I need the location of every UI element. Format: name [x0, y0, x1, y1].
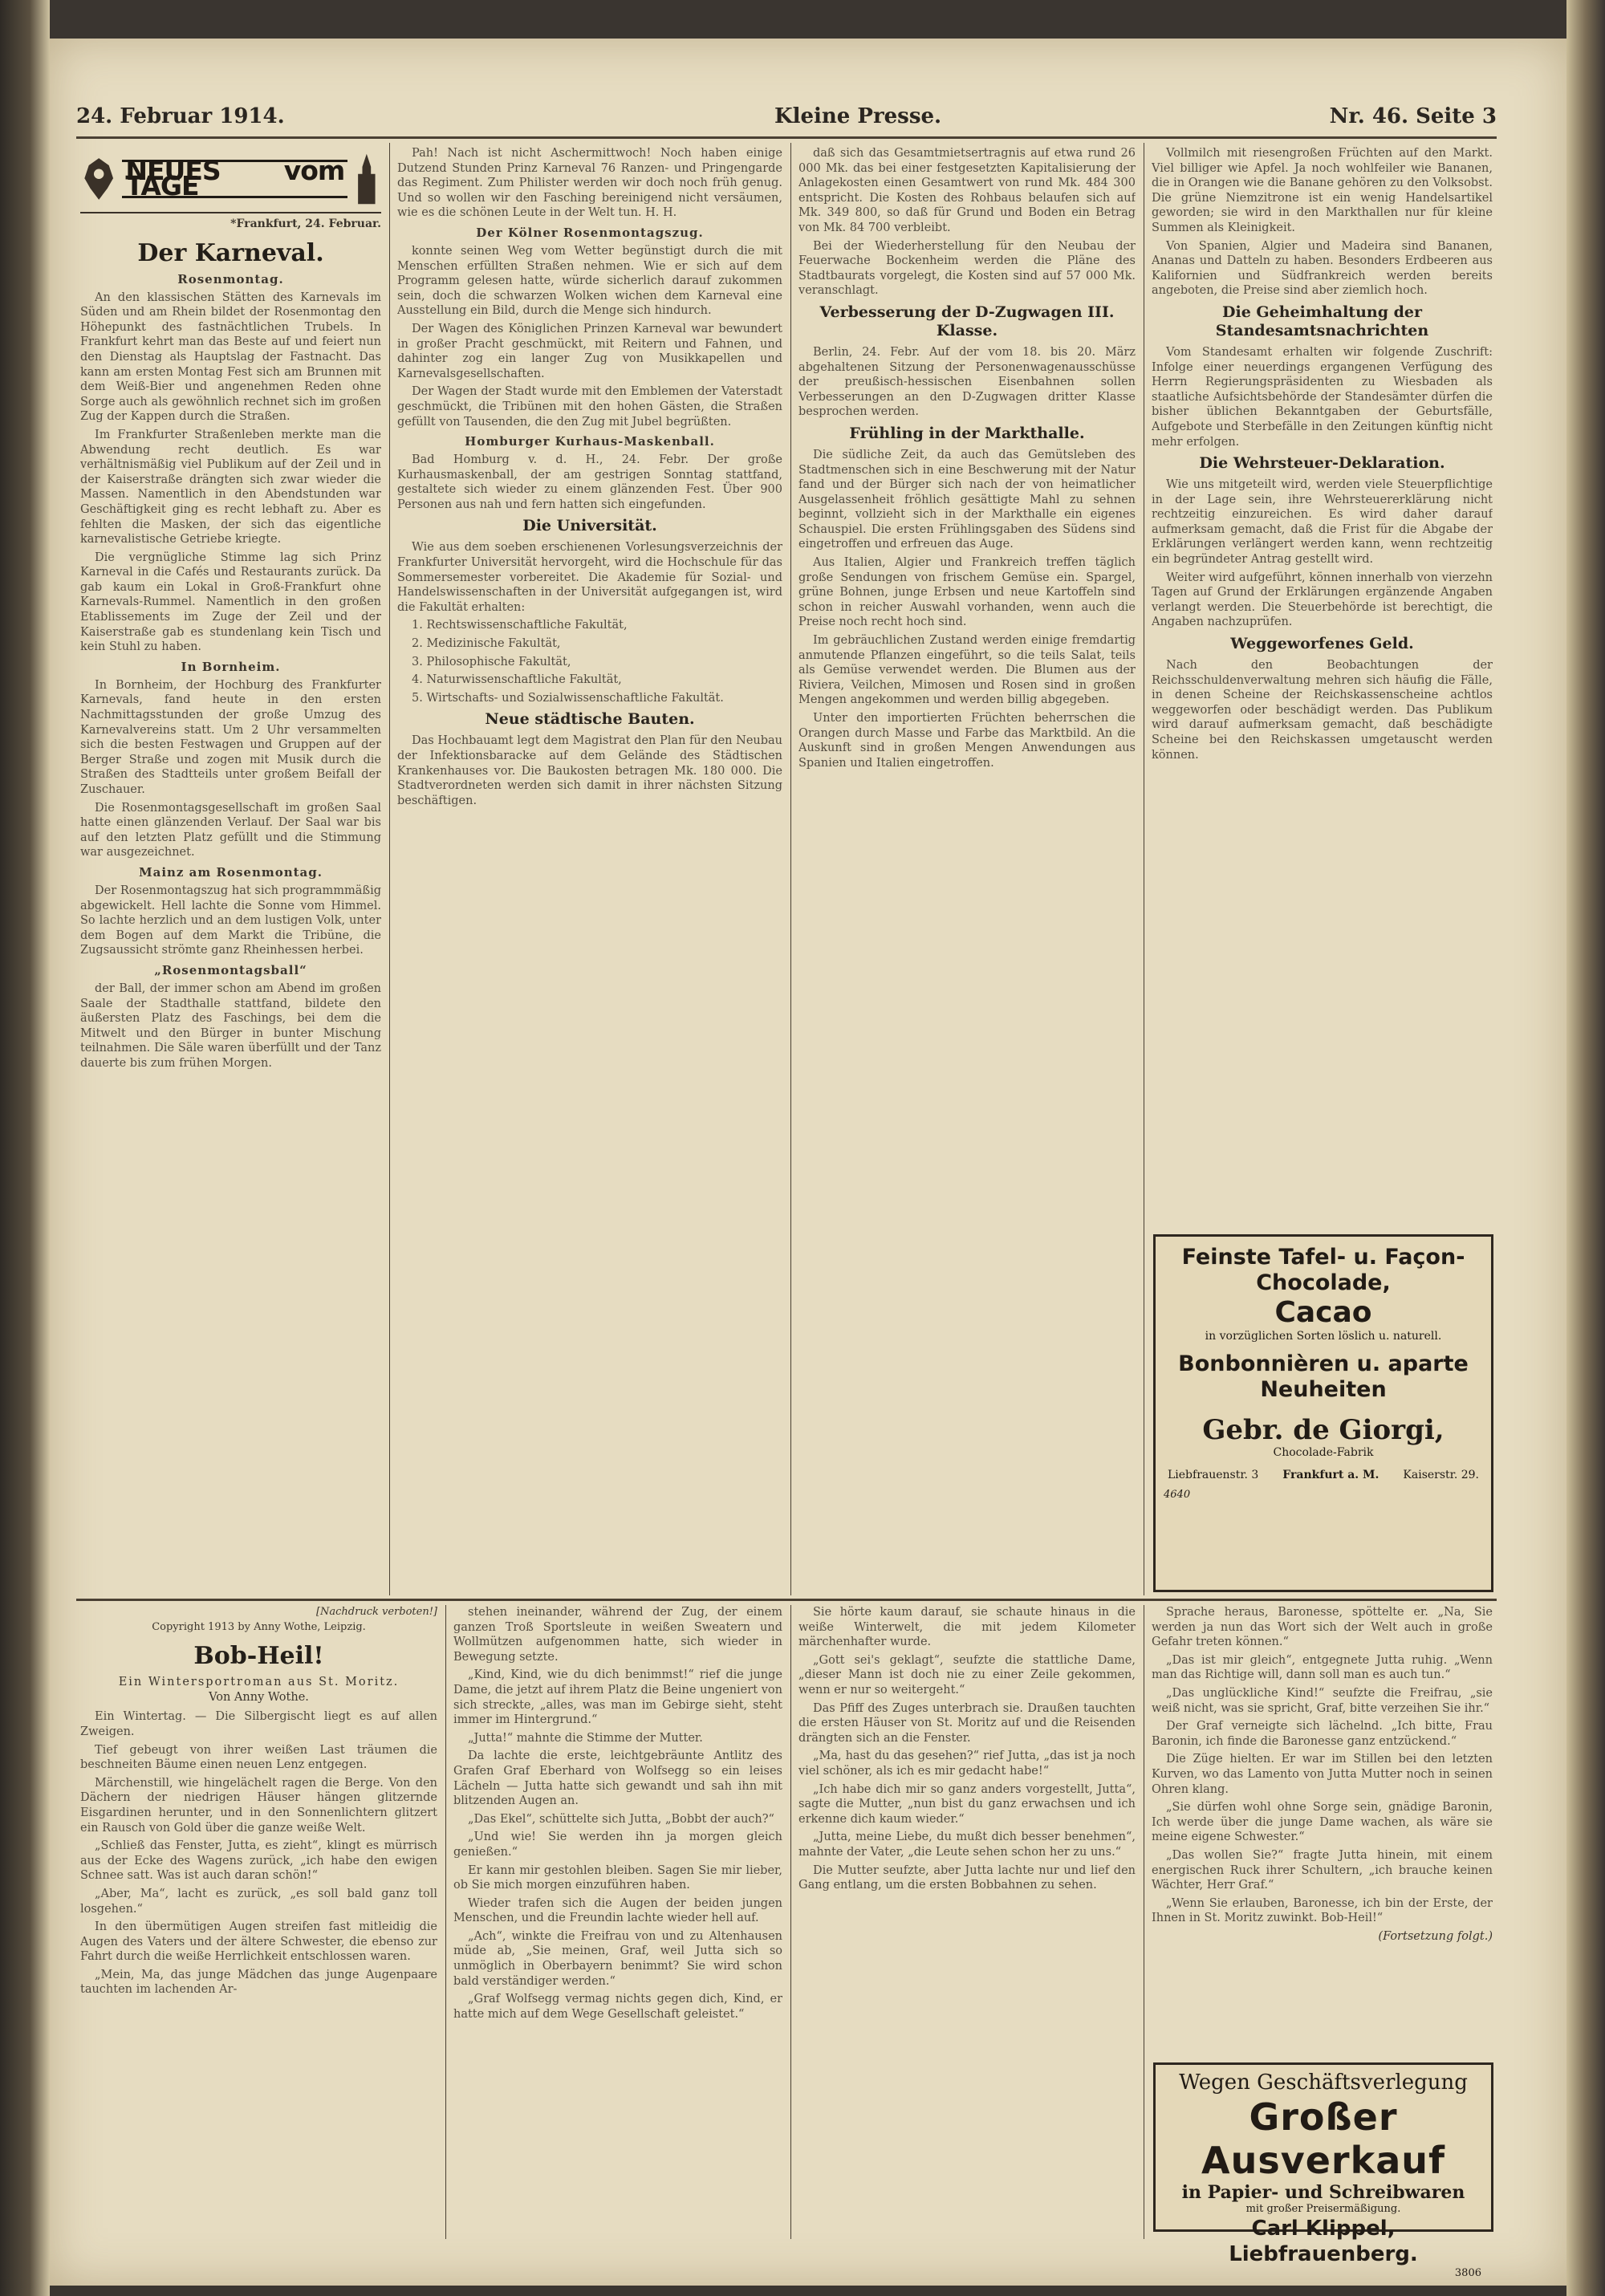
paragraph: Er kann mir gestohlen bleiben. Sagen Sie mir lieber, ob Sie mich morgen einzuführen haben. [453, 1863, 782, 1892]
feuilleton-column-2 [453, 1605, 782, 2239]
paragraph: „Das wollen Sie?“ fragte Jutta hinein, mit einem energischen Ruck ihrer Schultern, „ich brauche keinen Wächter, Herr Graf.“ [1152, 1848, 1493, 1892]
paper-name: Kleine Presse. [774, 104, 942, 128]
article-title: Die Wehrsteuer-Deklaration. [1199, 454, 1445, 473]
page-edge [1566, 0, 1605, 2296]
paragraph: „Sie dürfen wohl ohne Sorge sein, gnädige Baronin, Ich werde über die junge Dame wachen, als wäre sie meine eigene Schwester.“ [1152, 1801, 1493, 1844]
paragraph: Nach den Beobachtungen der Reichsschuldenverwaltung mehren sich häufig die Fälle, in denen Scheine der Reichskassenscheine achtlos weggeworfen oder beschädigt werden. Das Publikum wird darauf aufmerksam gemacht, daß beschädigte Scheine bei den Reichskassen umgetauscht werden können. [1152, 659, 1493, 762]
paragraph: „Gott sei's geklagt“, seufzte die stattliche Dame, „dieser Mann ist doch nie zu einer Zeile gekommen, wenn er nur so weitergeht.“ [798, 1653, 1136, 1697]
subheading: In Bornheim. [181, 659, 281, 674]
paragraph: An den klassischen Stätten des Karnevals im Süden und am Rhein bildet der Rosenmontag den Höhepunkt des fastnächtlichen Trubels. In Frankfurt kehrt man das Beste auf und feiert nun den Dienstag als Hauptslag der Fastnacht. Das kann am ersten Montag Fest sich am Brunnen mit dem Weiß-Bier und angenehmen Reden ohne Sorge auch als gewöhnlich rechnet sich im großen Zug der Kappen durch die Straßen. [80, 291, 381, 424]
paragraph: Wieder trafen sich die Augen der beiden jungen Menschen, und die Freundin lachte wieder hell auf. [453, 1896, 782, 1925]
chocolade-advertisement [1153, 1234, 1493, 1592]
column-1 [80, 146, 381, 1595]
ad-line: Bonbonnièren u. aparte Neuheiten [1178, 1351, 1469, 1402]
story-title: Bob-Heil! [193, 1642, 324, 1671]
paragraph: Tief gebeugt von ihrer weißen Last träumen die beschneiten Bäume einen neuen Lenz entgegen. [80, 1743, 437, 1772]
paragraph: Bad Homburg v. d. H., 24. Febr. Der große Kurhausmaskenball, der am gestrigen Sonntag stattfand, gestaltete sich wieder zu einem glänzenden Fest. Über 900 Personen aus nah und fern hatten sich eingefunden. [397, 453, 782, 511]
paragraph: Im gebräuchlichen Zustand werden einige fremdartig anmutende Pflanzen eingeführt, so die teils Salat, teils als Gemüse verwendet werden. Die Blumen aus der Riviera, Veilchen, Mimosen und Rosen sind in großen Mengen angekommen und werden billig abgegeben. [798, 634, 1136, 707]
subheading: „Rosenmontagsball“ [154, 962, 307, 977]
page-header [76, 104, 1497, 136]
ad-code: 4640 [1164, 1489, 1191, 1501]
paragraph: „Das Ekel“, schüttelte sich Jutta, „Bobbt der auch?“ [468, 1812, 774, 1826]
paragraph: Berlin, 24. Febr. Auf der vom 18. bis 20. März abgehaltenen Sitzung der Personenwagenausschüsse der preußisch-hessischen Eisenbahnen sollen Verbesserungen an den D-Zugwagen dritter Klasse besprochen werden. [798, 345, 1136, 419]
list-item: 3. Philosophische Fakultät, [412, 655, 571, 668]
story-subtitle: Ein Wintersportroman aus St. Moritz. [118, 1676, 400, 1689]
issue-number: Nr. 46. Seite 3 [1329, 104, 1497, 128]
ad-line: Wegen Geschäftsverlegung [1179, 2070, 1468, 2095]
issue-date: 24. Februar 1914. [76, 104, 285, 128]
paragraph: Wie uns mitgeteilt wird, werden viele Steuerpflichtige in der Lage sein, ihre Wehrsteuererklärung nicht rechtzeitig einzureichen. Es wird daher darauf aufmerksam gemacht, daß die Frist für die Abgabe der Erklärungen verlängert werden kann, wenn rechtzeitig ein begründeter Antrag gestellt wird. [1152, 478, 1493, 567]
paragraph: Sprache heraus, Baronesse, spöttelte er. „Na, Sie werden ja nun das Wort sich der Welt auch in große Gefahr treten können.“ [1152, 1606, 1493, 1649]
paragraph: „Das ist mir gleich“, entgegnete Jutta ruhig. „Wenn man das Richtige will, dann soll man es auch tun.“ [1152, 1653, 1493, 1682]
ad-address-part: Frankfurt a. M. [1282, 1469, 1379, 1481]
paragraph: Vom Standesamt erhalten wir folgende Zuschrift: Infolge einer neuerdings ergangenen Verfügung des Herrn Regierungspräsidenten zu Wiesbaden als staatliche Aufsichtsbehörde der Standesämter dürfen die bisher üblichen Bekanntgaben der Geburtsfälle, Aufgebote und Sterbefälle in den Zeitungen künftig nicht mehr erfolgen. [1152, 345, 1493, 449]
paragraph: konnte seinen Weg vom Wetter begünstigt durch die mit Menschen erfüllten Straßen nehmen. Wie er sich auf dem Programm gelesen hatte, würde sicherlich darauf zukommen sein, doch die schwarzen Wolken wichen dem Karneval eine Ausstellung ein Bild, durch die Menge sich hindurch. [397, 244, 782, 318]
subheading: Der Kölner Rosenmontagszug. [476, 225, 704, 240]
paragraph: Vollmilch mit riesengroßen Früchten auf den Markt. Viel billiger wie Apfel. Ja noch wohlfeiler wie Bananen, die in Orangen wie die Banane gehören zu den Volksobst. Die grüne Niemzitrone ist ein wenig Handelsartikel geworden; sie wird in den Markthallen nur für kleine Summen als Kleinigkeit. [1152, 147, 1493, 234]
paragraph: Ein Wintertag. — Die Silbergischt liegt es auf allen Zweigen. [80, 1710, 437, 1738]
paragraph: „Aber, Ma“, lacht es zurück, „es soll bald ganz toll losgehen.“ [80, 1887, 437, 1916]
ad-line: in vorzüglichen Sorten löslich u. naturell. [1205, 1330, 1442, 1343]
story-author: Von Anny Wothe. [209, 1690, 309, 1704]
paragraph: „Ach“, winkte die Freifrau von und zu Altenhausen müde ab, „Sie meinen, Graf, weil Jutta sich so unmöglich in Oberbayern benimmt? Sie wird schon bald verständiger werden.“ [453, 1929, 782, 1988]
paragraph: Der Wagen der Stadt wurde mit den Emblemen der Vaterstadt geschmückt, die Tribünen mit den hohen Gästen, die Straßen gefüllt von Tausenden, die den Zug mit Jubel begrüßten. [397, 385, 782, 429]
paragraph: Das Pfiff des Zuges unterbrach sie. Draußen tauchten die ersten Häuser von St. Moritz auf und die Reisenden drängten sich an die Fenster. [798, 1701, 1136, 1745]
paragraph: Da lachte die erste, leichtgebräunte Antlitz des Grafen Graf Eberhard von Wolfsegg so ein leises Lächeln — Jutta hatte sich gewandt und sah ihn mit blitzenden Augen an. [453, 1749, 782, 1808]
ad-address-part: Liebfrauenstr. 3 [1167, 1469, 1259, 1481]
ad-line: Feinste Tafel- u. Façon-Chocolade, [1181, 1245, 1465, 1295]
paragraph: Der Graf verneigte sich lächelnd. „Ich bitte, Frau Baronin, ich finde die Baronesse ganz entzückend.“ [1152, 1720, 1493, 1748]
reprint-notice: [Nachdruck verboten!] [315, 1606, 437, 1618]
eagle-crest-icon [80, 151, 117, 207]
paragraph: Weiter wird aufgeführt, können innerhalb von vierzehn Tagen auf Grund der Erklärungen ergänzende Angaben verlangt werden. Die Steuerbehörde ist berechtigt, die Angaben nachzuprüfen. [1152, 571, 1493, 629]
subheading: Mainz am Rosenmontag. [139, 864, 323, 880]
paragraph: „Und wie! Sie werden ihn ja morgen gleich genießen.“ [453, 1831, 782, 1859]
feuilleton-column-1 [80, 1605, 437, 2239]
paragraph: Die vergnügliche Stimme lag sich Prinz Karneval in die Cafés und Restaurants zurück. Da gab kaum ein Lokal in Groß-Frankfurt ohne Karnevals-Rummel. Namentlich in den großen Etablissements im Zuge der Zeil und der Kaiserstraße gab es stundenlang kein Tisch und kein Stuhl zu haben. [80, 551, 381, 654]
feuilleton-column-3 [798, 1605, 1136, 2239]
paragraph: der Ball, der immer schon am Abend im großen Saale der Stadthalle stattfand, bildete den äußersten Platz des Faschings, bei dem die Mitwelt und den Bürger in bunter Mischung teilnahmen. Die Säle waren überfüllt und der Tanz dauerte bis zum frühen Morgen. [80, 981, 381, 1070]
section-title: NEUES vom TAGE [122, 160, 347, 197]
column-4 [1152, 146, 1493, 1225]
ad-code: 3806 [1454, 2267, 1481, 2279]
dateline: *Frankfurt, 24. Februar. [230, 217, 381, 230]
paragraph: In Bornheim, der Hochburg des Frankfurter Karnevals, fand heute in den ersten Nachmittagsstunden der große Umzug des Karnevalvereins statt. Um 2 Uhr versammelten sich die besten Festwagen und Gruppen auf der Berger Straße und zogen mit Musik durch die Straßen des Stadtteils unter großem Beifall der Zuschauer. [80, 678, 381, 796]
list-item: 1. Rechtswissenschaftliche Fakultät, [412, 619, 628, 632]
ad-headline: Großer Ausverkauf [1201, 2095, 1445, 2182]
ad-address-part: Kaiserstr. 29. [1403, 1469, 1479, 1481]
paragraph: Die südliche Zeit, da auch das Gemütsleben des Stadtmenschen sich in eine Beschwerung mit der Natur fand und der Bürger sich nach der von heimatlicher Ausgelassenheit fröhlich gesättigte Mahl zu sehnen beginnt, vollzieht sich in der Markthalle ein eigenes Schauspiel. Die ersten Frühlingsgaben des Südens sind eingetroffen und erfreuen das Auge. [798, 448, 1136, 551]
paragraph: Aus Italien, Algier und Frankreich treffen täglich große Sendungen von frischem Gemüse ein. Spargel, grüne Bohnen, junge Erbsen und neue Kartoffeln sind schon in reicher Auswahl vorhanden, wenn auch die Preise noch recht hoch sind. [798, 556, 1136, 629]
paragraph: In den übermütigen Augen streifen fast mitleidig die Augen des Vaters und der ältere Schwester, die ebenso zur Fahrt durch die weiße Herrlichkeit entschlossen waren. [80, 1920, 437, 1964]
paragraph: Von Spanien, Algier und Madeira sind Bananen, Ananas und Datteln zu haben. Besonders Erdbeeren aus Kalifornien und Südfrankreich werden bereits angeboten, die Preise sind aber ziemlich hoch. [1152, 239, 1493, 298]
paragraph: Sie hörte kaum darauf, sie schaute hinaus in die weiße Winterwelt, die mit jedem Kilometer märchenhafter wurde. [798, 1606, 1136, 1649]
ausverkauf-advertisement [1153, 2062, 1493, 2279]
paragraph: Der Wagen des Königlichen Prinzen Karneval war bewundert in großer Pracht geschmückt, mit Reitern und Fahnen, und dahinter zog ein langer Zug von Musikkapellen und Karnevalsgesellschaften. [397, 322, 782, 380]
continuation-note: (Fortsetzung folgt.) [1378, 1929, 1493, 1943]
paragraph: „Kind, Kind, wie du dich benimmst!“ rief die junge Dame, die jetzt auf ihrem Platz die Beine ungeniert von sich streckte, „alles, was man im Gebirge sieht, steht immer im Hintergrund.“ [453, 1668, 782, 1727]
subheading: Homburger Kurhaus-Maskenball. [465, 434, 715, 449]
column-rule [790, 1605, 791, 2239]
header-rule [76, 136, 1497, 139]
column-2 [397, 146, 782, 1595]
paragraph: „Wenn Sie erlauben, Baronesse, ich bin der Erste, der Ihnen in St. Moritz zuwinkt. Bob-Heil!“ [1152, 1896, 1493, 1925]
ad-firm: Carl Klippel, Liebfrauenberg. [1229, 2217, 1418, 2266]
paragraph: daß sich das Gesamtmietsertragnis auf etwa rund 26 000 Mk. das bei einer festgesetzten Kapitalisierung der Anlagekosten einen Gesamtwert von rund Mk. 484 300 entspricht. Die Kosten des Rohbaus belaufen sich auf Mk. 349 800, so daß für Grund und Boden ein Betrag von Mk. 84 700 verbleibt. [798, 147, 1136, 234]
column-3 [798, 146, 1136, 1595]
ad-address [1156, 1468, 1491, 1482]
feuilleton-column-4 [1152, 1605, 1493, 2054]
paragraph: stehen ineinander, während der Zug, der einem ganzen Troß Sportsleute in weißen Sweatern und Wollmützen aufgenommen hatte, sich wieder in Bewegung setzte. [453, 1606, 782, 1664]
article-title: Der Karneval. [137, 238, 324, 267]
list-item: 4. Naturwissenschaftliche Fakultät, [412, 673, 622, 687]
paragraph: Die Mutter seufzte, aber Jutta lachte nur und lief den Gang entlang, um die ersten Bobbahnen zu sehen. [798, 1863, 1136, 1892]
cathedral-tower-icon [352, 149, 381, 209]
paragraph: Märchenstill, wie hingelächelt ragen die Berge. Von den Dächern der niedrigen Häuser hängen glitzernde Eisgardinen herunter, und in den Sonnenlichtern glitzert ein Rausch von Gold über die ganze weiße Welt. [80, 1776, 437, 1835]
paragraph: „Ich habe dich mir so ganz anders vorgestellt, Jutta“, sagte die Mutter, „nun bist du ganz erwachsen und ich erkenne dich kaum wieder.“ [798, 1782, 1136, 1826]
paragraph: „Graf Wolfsegg vermag nichts gegen dich, Kind, er hatte mich auf dem Wege Gesellschaft geleistet.“ [453, 1993, 782, 2021]
list-item: 5. Wirtschafts- und Sozialwissenschaftliche Fakultät. [412, 691, 724, 705]
paragraph: Der Rosenmontagszug hat sich programmmäßig abgewickelt. Hell lachte die Sonne vom Himmel. So lachte herzlich und an dem lustigen Volk, unter dem Bogen auf dem Markt die Tribüne, die Zugsaussicht strömte ganz Rheinhessen herbei. [80, 884, 381, 957]
column-rule [445, 1605, 446, 2239]
paragraph: „Mein, Ma, das junge Mädchen das junge Augenpaare tauchten im lachenden Ar- [80, 1968, 437, 1997]
paragraph: Pah! Nach ist nicht Aschermittwoch! Noch haben einige Dutzend Stunden Prinz Karneval 76 Ranzen- und Pringengarde das Regiment. Zum Philister werden wir doch noch früh genug. Und so wollen wir den Fasching bereinigend nicht versäumen, wie es die schönen Leute in der Welt tun. H. H. [397, 147, 782, 220]
column-rule [790, 143, 791, 1595]
article-title: Die Universität. [522, 517, 657, 535]
copyright-line: Copyright 1913 by Anny Wothe, Leipzig. [152, 1620, 366, 1633]
feuilleton-rule [76, 1599, 1497, 1601]
paragraph: „Schließ das Fenster, Jutta, es zieht“, klingt es mürrisch aus der Ecke des Wagens zurück, „ich habe den ewigen Schnee satt. Was ist auch daran schön!“ [80, 1839, 437, 1883]
paragraph: Das Hochbauamt legt dem Magistrat den Plan für den Neubau der Infektionsbaracke auf dem Gelände des Städtischen Krankenhauses vor. Die Baukosten betragen Mk. 180 000. Die Stadtverordneten werden sich damit in ihrer nächsten Sitzung beschäftigen. [397, 734, 782, 807]
paragraph: Die Züge hielten. Er war im Stillen bei den letzten Kurven, wo das Lamento von Jutta Mutter noch in seinen Ohren klang. [1152, 1753, 1493, 1796]
ad-line: Cacao [1274, 1296, 1372, 1329]
article-subtitle: Rosenmontag. [177, 271, 284, 286]
binding-gutter [0, 0, 50, 2296]
article-title: Neue städtische Bauten. [485, 710, 695, 729]
paragraph: Die Rosenmontagsgesellschaft im großen Saal hatte einen glänzenden Verlauf. Der Saal war bis auf den letzten Platz gefüllt und die Stimmung war ausgezeichnet. [80, 801, 381, 859]
paragraph: „Ma, hast du das gesehen?“ rief Jutta, „das ist ja noch viel schöner, als ich es mir gedacht habe!“ [798, 1749, 1136, 1778]
column-rule [389, 143, 390, 1595]
article-title: Frühling in der Markthalle. [849, 424, 1085, 442]
ad-line: in Papier- und Schreibwaren [1181, 2182, 1465, 2203]
ad-firm: Gebr. de Giorgi, [1202, 1414, 1444, 1446]
paragraph: Bei der Wiederherstellung für den Neubau der Feuerwache Bockenheim werden die Pläne des Stadtbaurats vorgelegt, die Kosten sind auf 57 000 Mk. veranschlagt. [798, 239, 1136, 298]
ad-firm-tag: Chocolade-Fabrik [1273, 1446, 1374, 1459]
ad-line: mit großer Preisermäßigung. [1245, 2203, 1401, 2215]
paragraph: Im Frankfurter Straßenleben merkte man die Abwendung recht deutlich. Es war verhältnismäßig viel Publikum auf der Zeil und in der Kaiserstraße drängten sich zwar wieder die Massen. Namentlich in den Abendstunden war Geschäftigkeit ging es recht lebhaft zu. Aber es fehlten die Masken, der sich das eigentliche karnevalistische Getriebe kriegte. [80, 428, 381, 547]
section-logo [80, 146, 381, 213]
paragraph: Wie aus dem soeben erschienenen Vorlesungsverzeichnis der Frankfurter Universität hervorgeht, wird die Hochschule für das Sommersemester vorbereitet. Die Akademie für Sozial- und Handelswissenschaften in der Universität aufgegangen ist, wird die Fakultät erhalten: [397, 541, 782, 614]
article-title: Weggeworfenes Geld. [1230, 635, 1414, 653]
paragraph: „Jutta, meine Liebe, du mußt dich besser benehmen“, mahnte der Vater, „die Leute sehen schon her zu uns.“ [798, 1831, 1136, 1859]
paragraph: „Jutta!“ mahnte die Stimme der Mutter. [468, 1731, 703, 1745]
article-title: Die Geheimhaltung der Standesamtsnachrichten [1215, 303, 1429, 339]
article-title: Verbesserung der D-Zugwagen III. Klasse. [819, 303, 1115, 339]
list-item: 2. Medizinische Fakultät, [412, 637, 561, 651]
paragraph: „Das unglückliche Kind!“ seufzte die Freifrau, „sie weiß nicht, was sie spricht, Graf, bitte verzeihen Sie ihr.“ [1152, 1686, 1493, 1715]
paragraph: Unter den importierten Früchten beherrschen die Orangen durch Masse und Farbe das Marktbild. An die Auskunft sind in großen Mengen Anwendungen aus Spanien und Italien eingetroffen. [798, 712, 1136, 770]
